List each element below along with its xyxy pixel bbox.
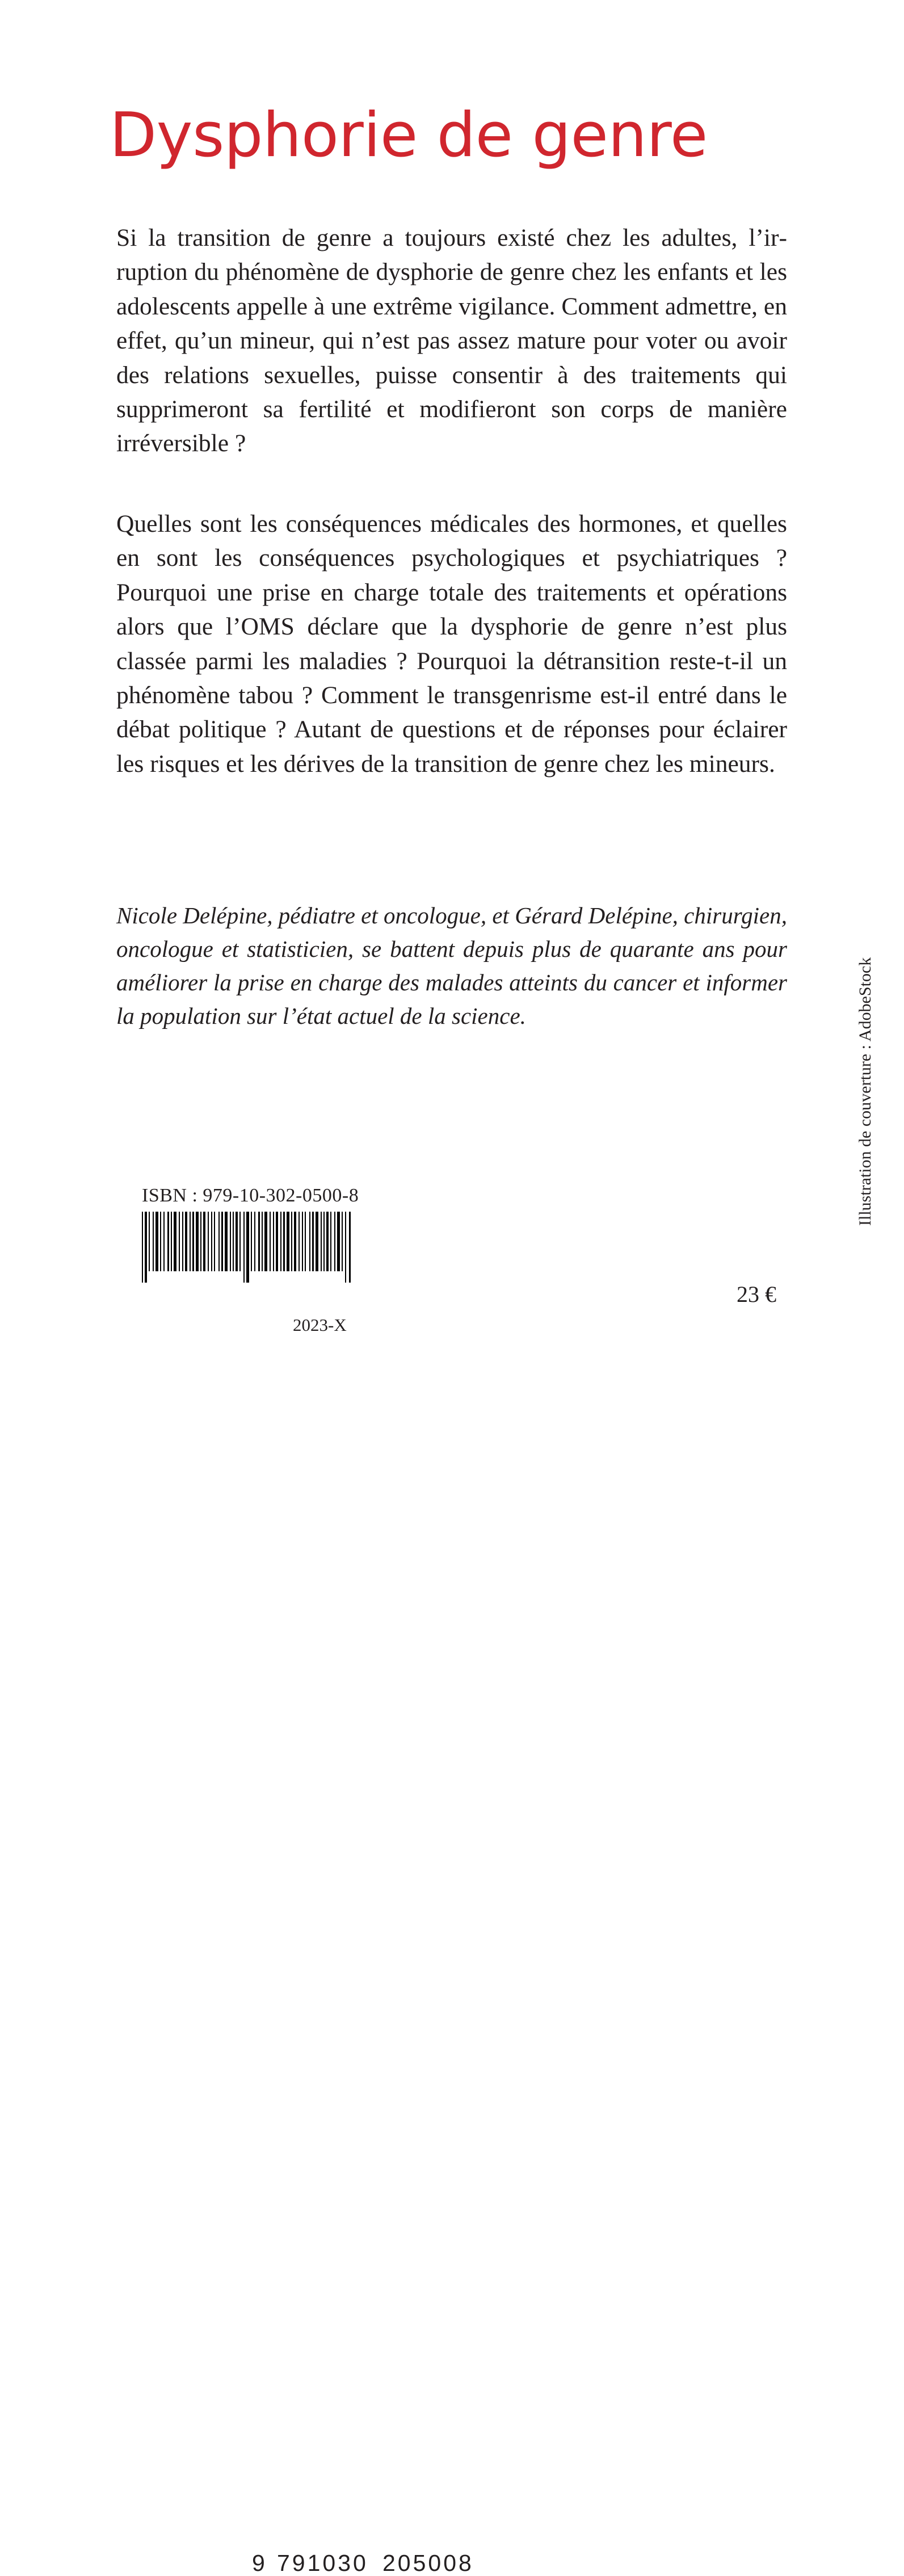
barcode-bar	[230, 1212, 231, 1271]
barcode-bar	[330, 1212, 331, 1271]
barcode-bar	[153, 1212, 154, 1271]
barcode-bar	[214, 1212, 215, 1271]
barcode-bar	[321, 1212, 322, 1271]
barcode-bar	[326, 1212, 329, 1271]
barcode-bar	[334, 1212, 335, 1271]
barcode-bar	[236, 1212, 238, 1271]
barcode-bar	[163, 1212, 165, 1271]
barcode-bar	[221, 1212, 223, 1271]
barcode-bar	[262, 1212, 263, 1271]
barcode-bar	[218, 1212, 220, 1271]
barcode-bar	[179, 1212, 180, 1271]
barcode-bar	[160, 1212, 161, 1271]
barcode-bar	[174, 1212, 176, 1271]
author-bio: Nicole Delépine, pédiatre et oncologue, et Gérard Delépine, chirurgien, oncologue et statisticien, se battent depuis plus de quarante ans pour améliorer la prise en charge des malades atteints du cancer et informer la population sur l’état actuel de la science.	[116, 902, 787, 1029]
barcode-bar	[316, 1212, 318, 1271]
barcode-bar	[233, 1212, 234, 1271]
barcode-bar	[349, 1212, 351, 1283]
barcode-bar	[196, 1212, 199, 1271]
barcode-bar	[280, 1212, 281, 1271]
barcode-bar	[203, 1212, 205, 1271]
barcode-bar	[243, 1212, 245, 1283]
barcode-bar	[167, 1212, 169, 1271]
barcode-bar	[283, 1212, 285, 1271]
summary-paragraph-2: Quelles sont les conséquences médicales des hormones, et quelles en sont les conséquences psychologiques et psychiatriques ? Pourquoi une prise en charge totale des traitements et opérations alors que l’OMS déclare que la dysphorie de genre n’est plus classée parmi les maladies ? Pourquoi la détransition reste-t-il un phénomène tabou ? Comment le transgenrisme est-il entré dans le débat politique ? Autant de questions et de réponses pour éclairer les risques et les dérives de la transition de genre chez les mineurs.	[116, 510, 787, 778]
illustration-credit: Illustration de couverture : AdobeStock	[856, 957, 874, 1226]
barcode-bar	[225, 1212, 228, 1271]
barcode-bar	[251, 1212, 252, 1271]
barcode-bar	[246, 1212, 249, 1283]
barcode-bar	[142, 1212, 143, 1283]
barcode-bars	[142, 1212, 351, 1283]
barcode-bar	[298, 1212, 300, 1271]
barcode-bar	[192, 1212, 194, 1271]
barcode-bar	[200, 1212, 201, 1271]
barcode-bar	[302, 1212, 303, 1271]
barcode-bar	[305, 1212, 306, 1271]
barcode-bar	[342, 1212, 343, 1271]
summary-paragraph-1: Si la transition de genre a toujours existé chez les adultes, l’irruption du phénomène de dysphorie de genre chez les enfants et les adolescents appelle à une extrême vigilance. Comment admettre, en effet, qu’un mineur, qui n’est pas assez mature pour voter ou avoir des relations sexuelles, puisse consentir à des traitements qui supprimeront sa fertilité et modifieront son corps de manière irréversible ?	[116, 224, 787, 457]
barcode-bar	[208, 1212, 209, 1271]
barcode-bar	[254, 1212, 255, 1271]
barcode-bar	[337, 1212, 340, 1271]
barcode-bar	[182, 1212, 183, 1271]
barcode-bar	[171, 1212, 172, 1271]
reference-code: 2023-X	[293, 1315, 347, 1335]
barcode-bar	[264, 1212, 267, 1271]
barcode-bar	[309, 1212, 310, 1271]
book-title: Dysphorie de genre	[110, 100, 708, 171]
barcode-digit-first: 9	[252, 2550, 266, 2576]
barcode-bar	[185, 1212, 187, 1271]
barcode-bar	[276, 1212, 278, 1271]
barcode-bar	[345, 1212, 346, 1283]
barcode-bar	[323, 1212, 325, 1271]
barcode-bar	[291, 1212, 292, 1271]
isbn-label: ISBN : 979-10-302-0500-8	[142, 1185, 359, 1206]
barcode-bar	[294, 1212, 296, 1271]
barcode-bar	[155, 1212, 158, 1271]
barcode-bar	[190, 1212, 191, 1271]
barcode-digit-group-2: 205008	[382, 2550, 474, 2576]
barcode-bar	[149, 1212, 150, 1271]
barcode-bar	[258, 1212, 260, 1271]
price: 23 €	[737, 1281, 776, 1307]
barcode-bar	[239, 1212, 241, 1271]
barcode-digit-group-1: 791030	[277, 2550, 368, 2576]
barcode-bar	[211, 1212, 212, 1271]
barcode-bar	[312, 1212, 314, 1271]
barcode-bar	[270, 1212, 271, 1271]
barcode-bar	[145, 1212, 147, 1283]
barcode-bar	[273, 1212, 274, 1271]
barcode-bar	[287, 1212, 289, 1271]
